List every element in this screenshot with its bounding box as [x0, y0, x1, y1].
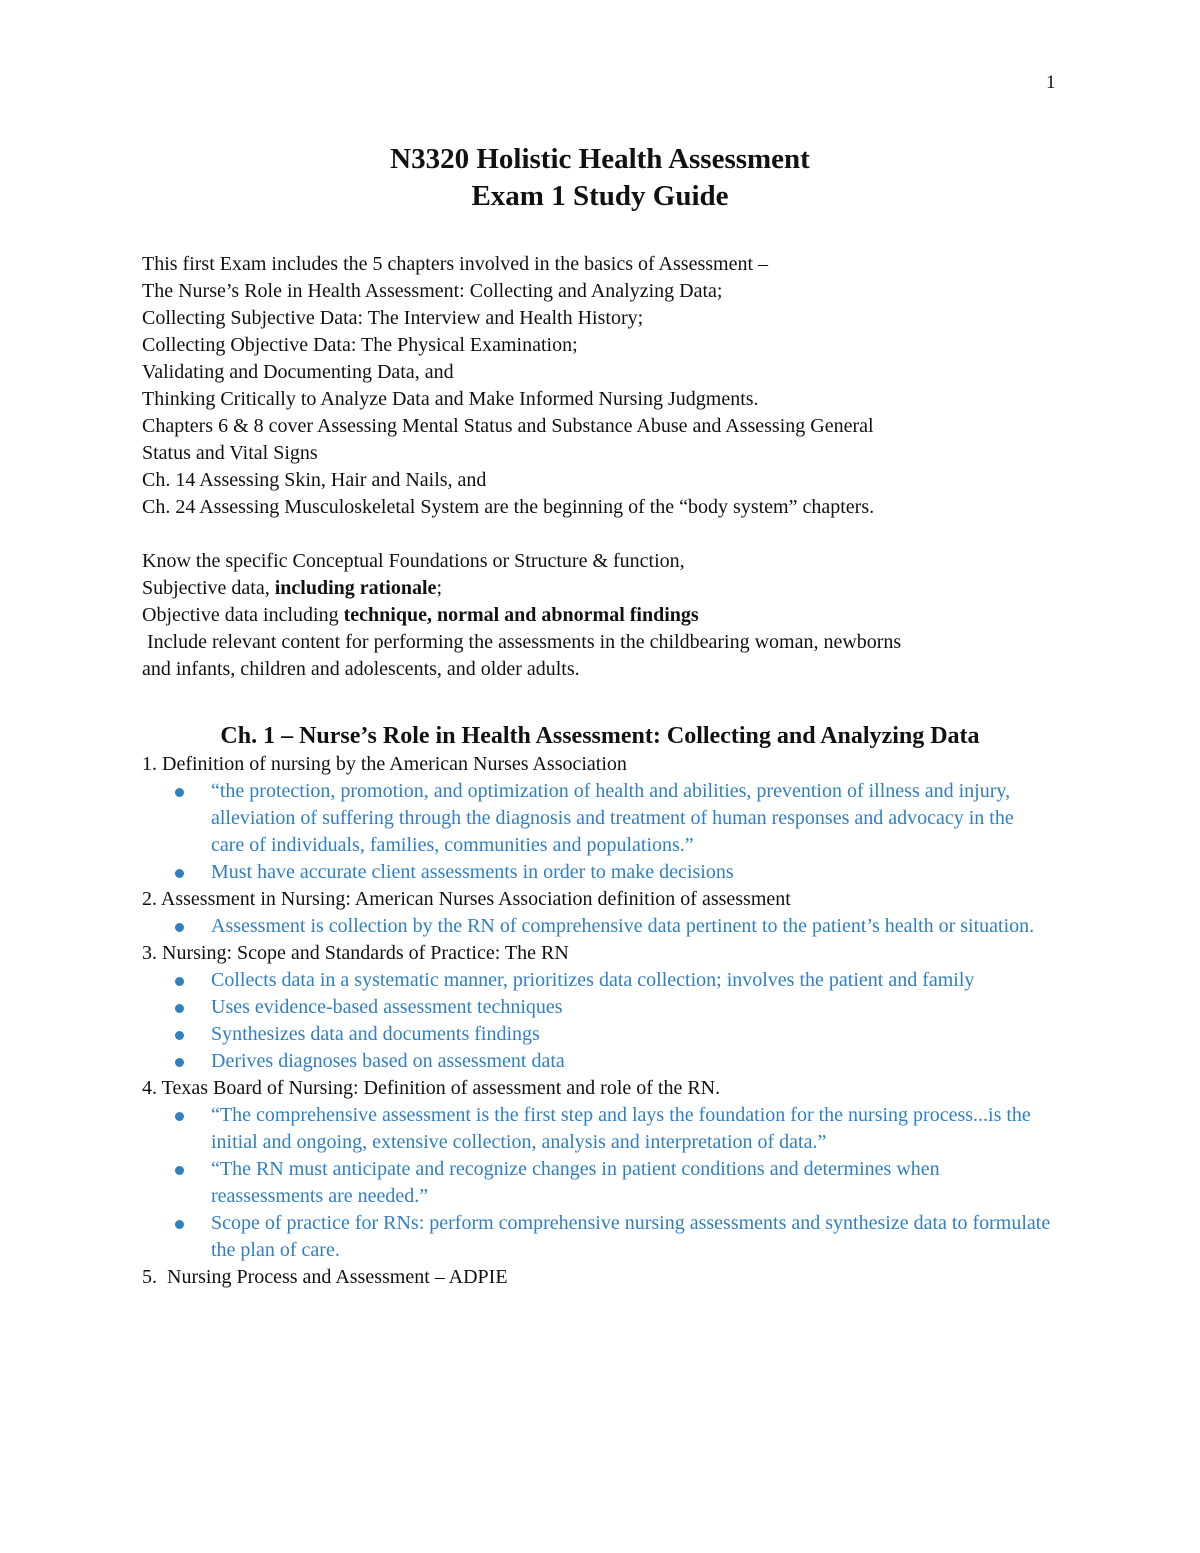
- outline-item-title: 1. Definition of nursing by the American Nurses Association: [142, 753, 627, 775]
- intro-line: Chapters 6 & 8 cover Assessing Mental Status and Substance Abuse and Assessing General: [142, 415, 874, 437]
- bullet-text: “The RN must anticipate and recognize changes in patient conditions and determines when reassessments are needed.”: [211, 1158, 940, 1207]
- outline-item-title: 4. Texas Board of Nursing: Definition of assessment and role of the RN.: [142, 1077, 721, 1099]
- chapter-1-heading: Ch. 1 – Nurse’s Role in Health Assessment: Collecting and Analyzing Data: [220, 723, 980, 749]
- subjective-line: [142, 575, 1042, 602]
- bullet-icon: [175, 1112, 184, 1121]
- intro-line: Validating and Documenting Data, and: [142, 361, 454, 383]
- bullet-icon: [175, 1058, 184, 1067]
- bullet-text: “The comprehensive assessment is the first step and lays the foundation for the nursing process...is the initial and ongoing, extensive collection, analysis and interpretation of data.”: [211, 1104, 1031, 1153]
- outline-item: [142, 751, 1052, 886]
- blank-line: [142, 521, 1042, 548]
- subjective-bold: including rationale: [274, 577, 437, 599]
- bullet-text: Must have accurate client assessments in order to make decisions: [211, 861, 734, 883]
- bullet-text: Assessment is collection by the RN of comprehensive data pertinent to the patient’s health or situation.: [211, 915, 1035, 937]
- bullet-list: [142, 778, 1052, 886]
- intro-line: Collecting Subjective Data: The Interview and Health History;: [142, 307, 644, 329]
- outline-item: [142, 940, 1052, 1075]
- intro-line: Ch. 14 Assessing Skin, Hair and Nails, and: [142, 469, 487, 491]
- bullet-item: [211, 1048, 1052, 1075]
- bullet-list: [142, 913, 1052, 940]
- outline-item: [142, 1075, 1052, 1264]
- bullet-text: Scope of practice for RNs: perform comprehensive nursing assessments and synthesize data to formulate the plan of care.: [211, 1212, 1051, 1261]
- bullet-text: Collects data in a systematic manner, prioritizes data collection; involves the patient and family: [211, 969, 975, 991]
- chapter-1-outline: [142, 751, 1052, 1291]
- bullet-list: [142, 1102, 1052, 1264]
- include-line: Include relevant content for performing the assessments in the childbearing woman, newborns: [142, 631, 902, 653]
- intro-line: Status and Vital Signs: [142, 442, 318, 464]
- bullet-text: “the protection, promotion, and optimization of health and abilities, prevention of illness and injury, alleviation of suffering through the diagnosis and treatment of human responses and advocacy in the care of individuals, families, communities and populations.”: [211, 780, 1014, 856]
- bullet-icon: [175, 1031, 184, 1040]
- page-number: 1: [1046, 72, 1056, 93]
- bullet-icon: [175, 923, 184, 932]
- intro-line: This first Exam includes the 5 chapters involved in the basics of Assessment –: [142, 253, 768, 275]
- objective-line: [142, 602, 1042, 629]
- bullet-item: [211, 778, 1052, 859]
- bullet-icon: [175, 869, 184, 878]
- bullet-text: Derives diagnoses based on assessment data: [211, 1050, 565, 1072]
- outline-item-title: 3. Nursing: Scope and Standards of Practice: The RN: [142, 942, 569, 964]
- outline-item-title: 2. Assessment in Nursing: American Nurses Association definition of assessment: [142, 888, 791, 910]
- bullet-item: [211, 994, 1052, 1021]
- bullet-item: [211, 1210, 1052, 1264]
- intro-section: [142, 251, 1042, 683]
- bullet-item: [211, 1102, 1052, 1156]
- know-line: Know the specific Conceptual Foundations or Structure & function,: [142, 550, 685, 572]
- bullet-item: [211, 1156, 1052, 1210]
- bullet-item: [211, 859, 1052, 886]
- bullet-icon: [175, 788, 184, 797]
- bullet-icon: [175, 1166, 184, 1175]
- outline-item: [142, 1264, 1052, 1291]
- bullet-item: [211, 1021, 1052, 1048]
- intro-line: The Nurse’s Role in Health Assessment: Collecting and Analyzing Data;: [142, 280, 723, 302]
- bullet-list: [142, 967, 1052, 1075]
- bullet-icon: [175, 1220, 184, 1229]
- title-line-2: Exam 1 Study Guide: [471, 180, 729, 212]
- subjective-suffix: ;: [436, 577, 442, 599]
- outline-item: [142, 886, 1052, 940]
- objective-bold: technique, normal and abnormal findings: [343, 604, 699, 626]
- intro-line: Ch. 24 Assessing Musculoskeletal System are the beginning of the “body system” chapters.: [142, 496, 875, 518]
- bullet-icon: [175, 1004, 184, 1013]
- objective-prefix: Objective data including: [142, 604, 344, 626]
- title-line-1: N3320 Holistic Health Assessment: [390, 143, 810, 175]
- bullet-icon: [175, 977, 184, 986]
- bullet-text: Synthesizes data and documents findings: [211, 1023, 540, 1045]
- include-line: and infants, children and adolescents, and older adults.: [142, 658, 580, 680]
- bullet-item: [211, 967, 1052, 994]
- subjective-prefix: Subjective data,: [142, 577, 275, 599]
- intro-line: Thinking Critically to Analyze Data and Make Informed Nursing Judgments.: [142, 388, 759, 410]
- bullet-text: Uses evidence-based assessment techniques: [211, 996, 563, 1018]
- intro-line: Collecting Objective Data: The Physical Examination;: [142, 334, 578, 356]
- bullet-item: [211, 913, 1052, 940]
- document-title: [0, 141, 1200, 215]
- outline-item-title: 5. Nursing Process and Assessment – ADPIE: [142, 1266, 508, 1288]
